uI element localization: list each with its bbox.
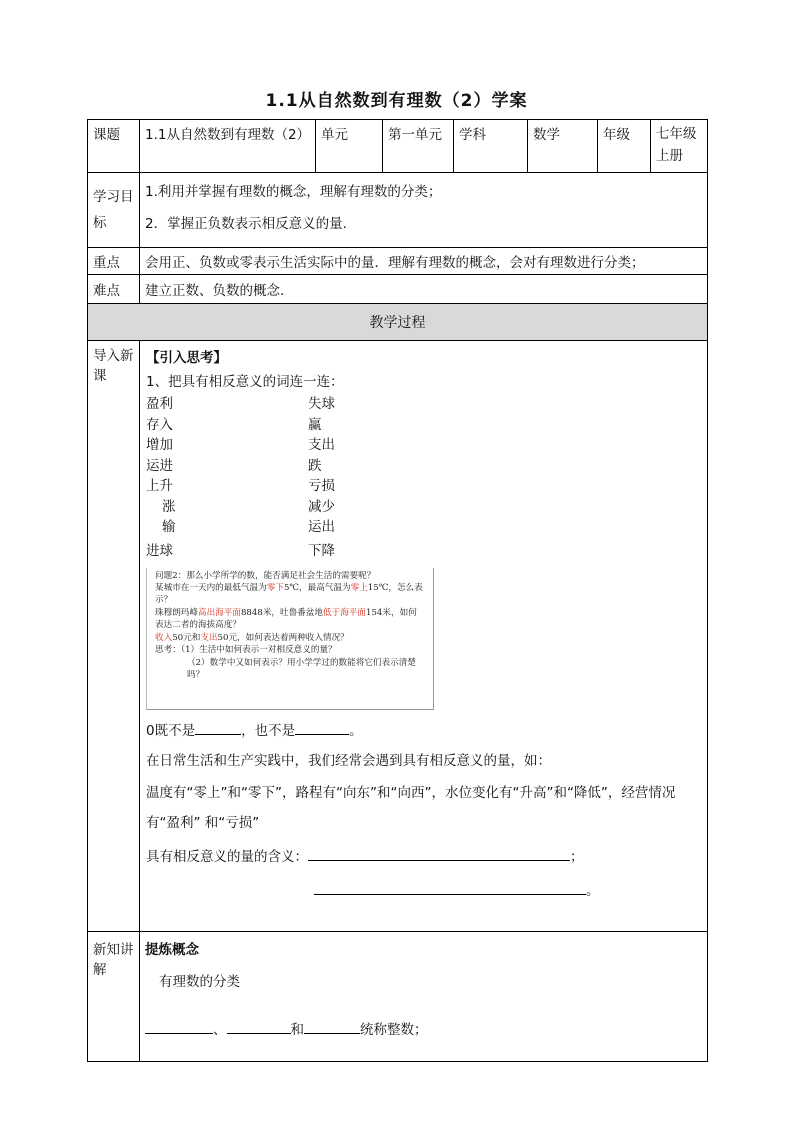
process-header: 教学过程 bbox=[88, 304, 708, 341]
question-1: 1、把具有相反意义的词连一连： bbox=[146, 374, 344, 390]
word-pairs bbox=[146, 392, 336, 562]
new-knowledge-row bbox=[88, 932, 708, 1062]
embedded-problem-image: 问题2：那么小学所学的数，能否满足社会生活的需要呢？ 某城市在一天内的最低气温为零下5℃，最高气温为零上15℃，怎么表示？ 珠穆朗玛峰高出海平面8848米，吐鲁番盆地低于海平面154米，如何表达二者的海拔高度？ 收入50元和支出50元，如何表达着两种收入情况？ 思考：（1）生活中如何表示一对相反意义的量？ （2）数学中又如何表示？用小学学过的数能将它们表示清楚吗？ bbox=[146, 568, 434, 710]
pair-row: 运进 跌 bbox=[146, 457, 322, 474]
key-point-text: 会用正、负数或零表示生活实际中的量．理解有理数的概念，会对有理数进行分类； bbox=[140, 248, 708, 275]
intro-paragraph-1: 在日常生活和生产实践中，我们经常会遇到具有相反意义的量，如： bbox=[146, 752, 551, 769]
goals-row bbox=[88, 173, 708, 248]
pair-row: 上升 亏损 bbox=[146, 478, 335, 495]
pair-row: 存入 赢 bbox=[146, 416, 322, 433]
meaning-line: 具有相反意义的量的含义： ； bbox=[146, 842, 702, 872]
pair-row: 增加 支出 bbox=[146, 437, 335, 454]
pair-row: 涨 减少 bbox=[162, 498, 335, 515]
pair-row: 输 运出 bbox=[162, 519, 335, 536]
intro-heading: 【引入思考】 bbox=[146, 350, 227, 366]
unit-value: 第一单元 bbox=[383, 120, 454, 173]
subject-value: 数学 bbox=[528, 120, 598, 173]
grade-label: 年级 bbox=[598, 120, 651, 173]
topic-label: 课题 bbox=[88, 120, 140, 173]
topic-value: 1.1从自然数到有理数（2） bbox=[140, 120, 316, 173]
page-title: 1.1从自然数到有理数（2）学案 bbox=[265, 91, 528, 111]
pair-row: 盈利 失球 bbox=[146, 396, 335, 413]
meaning-line-2: 。 bbox=[146, 876, 702, 906]
new-knowledge-label: 新知讲解 bbox=[88, 932, 140, 1062]
unit-label: 单元 bbox=[316, 120, 383, 173]
classification-subheading: 有理数的分类 bbox=[159, 974, 240, 990]
process-header-row bbox=[88, 304, 708, 341]
concept-heading: 提炼概念 bbox=[145, 942, 199, 958]
subject-label: 学科 bbox=[454, 120, 528, 173]
pair-row: 进球 下降 bbox=[146, 542, 335, 559]
key-point-label: 重点 bbox=[88, 248, 140, 275]
key-point-row bbox=[88, 248, 708, 275]
zero-question: 0既不是 ，也不是 。 bbox=[146, 716, 702, 746]
goal-item-2: 2．掌握正负数表示相反意义的量. bbox=[145, 216, 347, 232]
difficulty-text: 建立正数、负数的概念. bbox=[140, 275, 708, 304]
intro-row bbox=[88, 341, 708, 932]
difficulty-row bbox=[88, 275, 708, 304]
grade-value: 七年级上册 bbox=[651, 120, 708, 173]
integer-fill-line: 、 和 统称整数； bbox=[145, 1018, 702, 1038]
goals-label: 学习目标 bbox=[88, 173, 140, 248]
info-row bbox=[88, 120, 708, 173]
lesson-table bbox=[87, 119, 708, 1062]
intro-label: 导入新课 bbox=[88, 341, 140, 932]
difficulty-label: 难点 bbox=[88, 275, 140, 304]
goal-item-1: 1.利用并掌握有理数的概念，理解有理数的分类； bbox=[145, 184, 442, 200]
intro-paragraph-2: 温度有“零上”和“零下”，路程有“向东”和“向西”，水位变化有“升高”和“降低”，经营情况有“盈利” 和“亏损” bbox=[146, 784, 676, 831]
